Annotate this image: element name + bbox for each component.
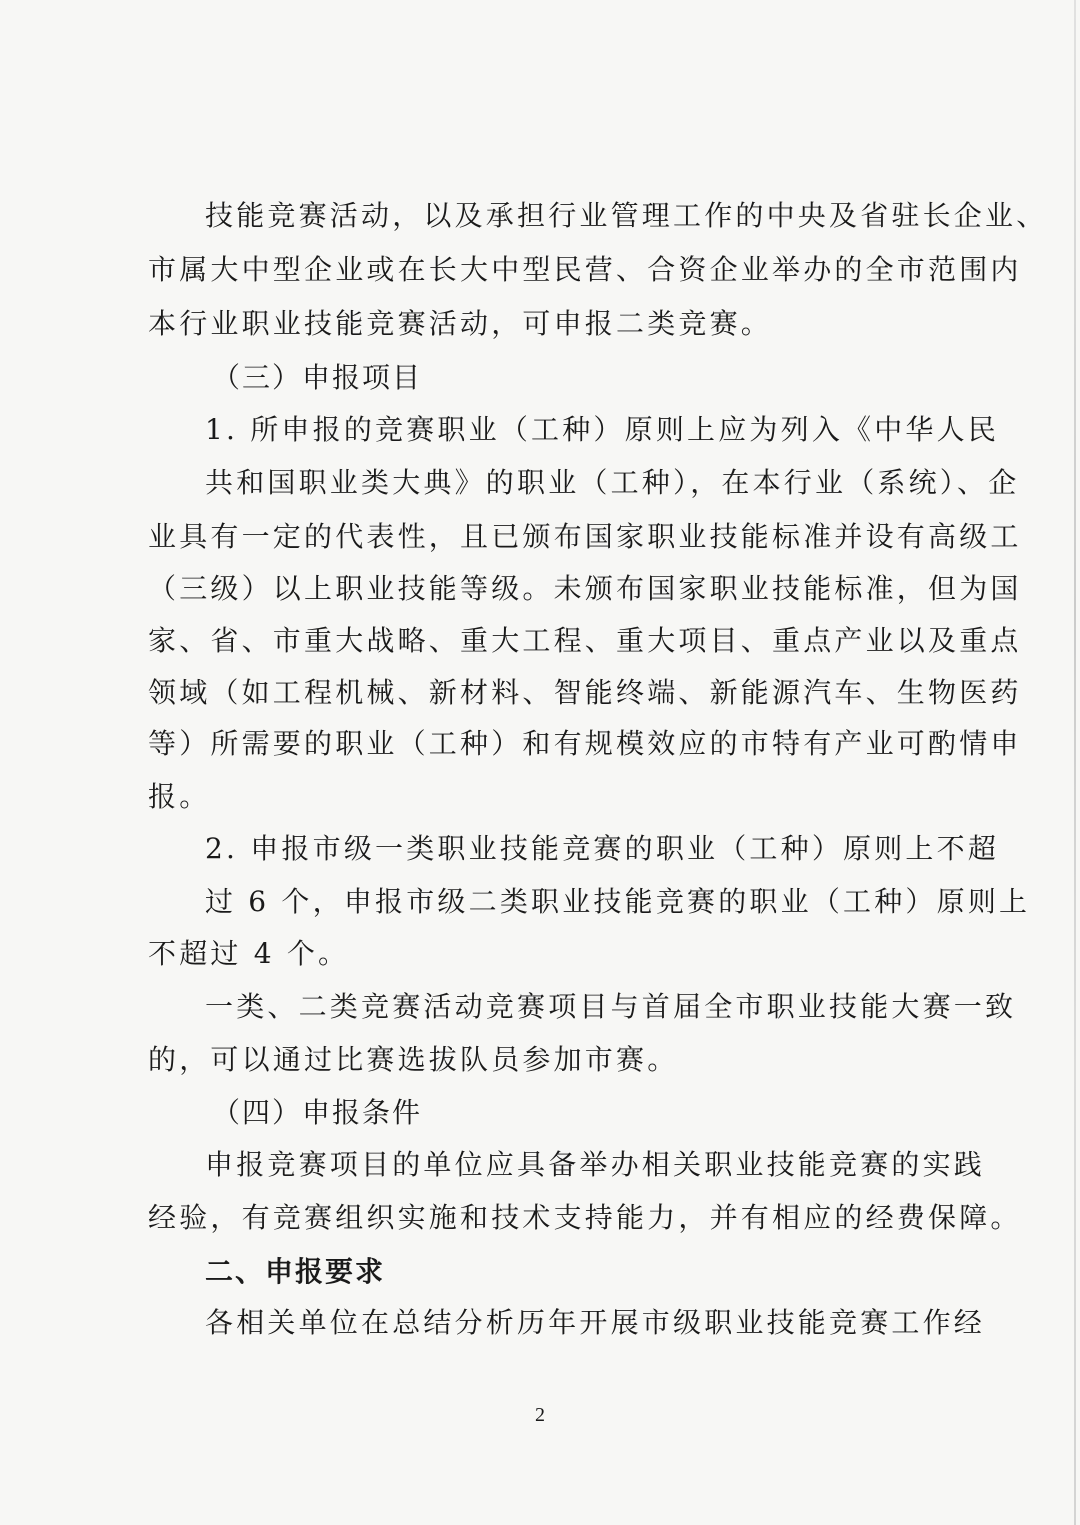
text-line-14: 过 6 个，申报市级二类职业技能竞赛的职业（工种）原则上	[205, 885, 1031, 918]
text-line-12: 报。	[148, 780, 211, 813]
text-line-11: 等）所需要的职业（工种）和有规模效应的市特有产业可酌情申	[148, 727, 1022, 760]
text-line-13: 2. 申报市级一类职业技能竞赛的职业（工种）原则上不超	[205, 832, 1000, 865]
section-heading-4: （四）申报条件	[212, 1096, 423, 1129]
text-line-17: 的，可以通过比赛选拔队员参加市赛。	[148, 1043, 679, 1076]
text-line-10: 领域（如工程机械、新材料、智能终端、新能源汽车、生物医药	[148, 676, 1022, 709]
text-line-1: 技能竞赛活动，以及承担行业管理工作的中央及省驻长企业、	[205, 199, 1048, 232]
text-line-22: 各相关单位在总结分析历年开展市级职业技能竞赛工作经	[205, 1306, 986, 1339]
scan-edge-shadow	[1074, 0, 1076, 1525]
text-line-5: 1. 所申报的竞赛职业（工种）原则上应为列入《中华人民	[205, 413, 1000, 446]
text-line-7: 业具有一定的代表性，且已颁布国家职业技能标准并设有高级工	[148, 520, 1022, 553]
section-heading-two: 二、申报要求	[205, 1255, 386, 1288]
text-line-20: 经验，有竞赛组织实施和技术支持能力，并有相应的经费保障。	[148, 1201, 1022, 1234]
text-line-2: 市属大中型企业或在长大中型民营、合资企业举办的全市范围内	[148, 253, 1022, 286]
text-line-3: 本行业职业技能竞赛活动，可申报二类竞赛。	[148, 307, 773, 340]
text-line-9: 家、省、市重大战略、重大工程、重大项目、重点产业以及重点	[148, 624, 1022, 657]
text-line-6: 共和国职业类大典》的职业（工种），在本行业（系统）、企	[205, 466, 1020, 499]
text-line-8: （三级）以上职业技能等级。未颁布国家职业技能标准，但为国	[148, 572, 1022, 605]
page-number: 2	[535, 1404, 545, 1426]
text-line-19: 申报竞赛项目的单位应具备举办相关职业技能竞赛的实践	[205, 1148, 986, 1181]
section-heading-3: （三）申报项目	[212, 361, 423, 394]
text-line-16: 一类、二类竞赛活动竞赛项目与首届全市职业技能大赛一致	[205, 990, 1017, 1023]
text-line-15: 不超过 4 个。	[148, 937, 350, 970]
